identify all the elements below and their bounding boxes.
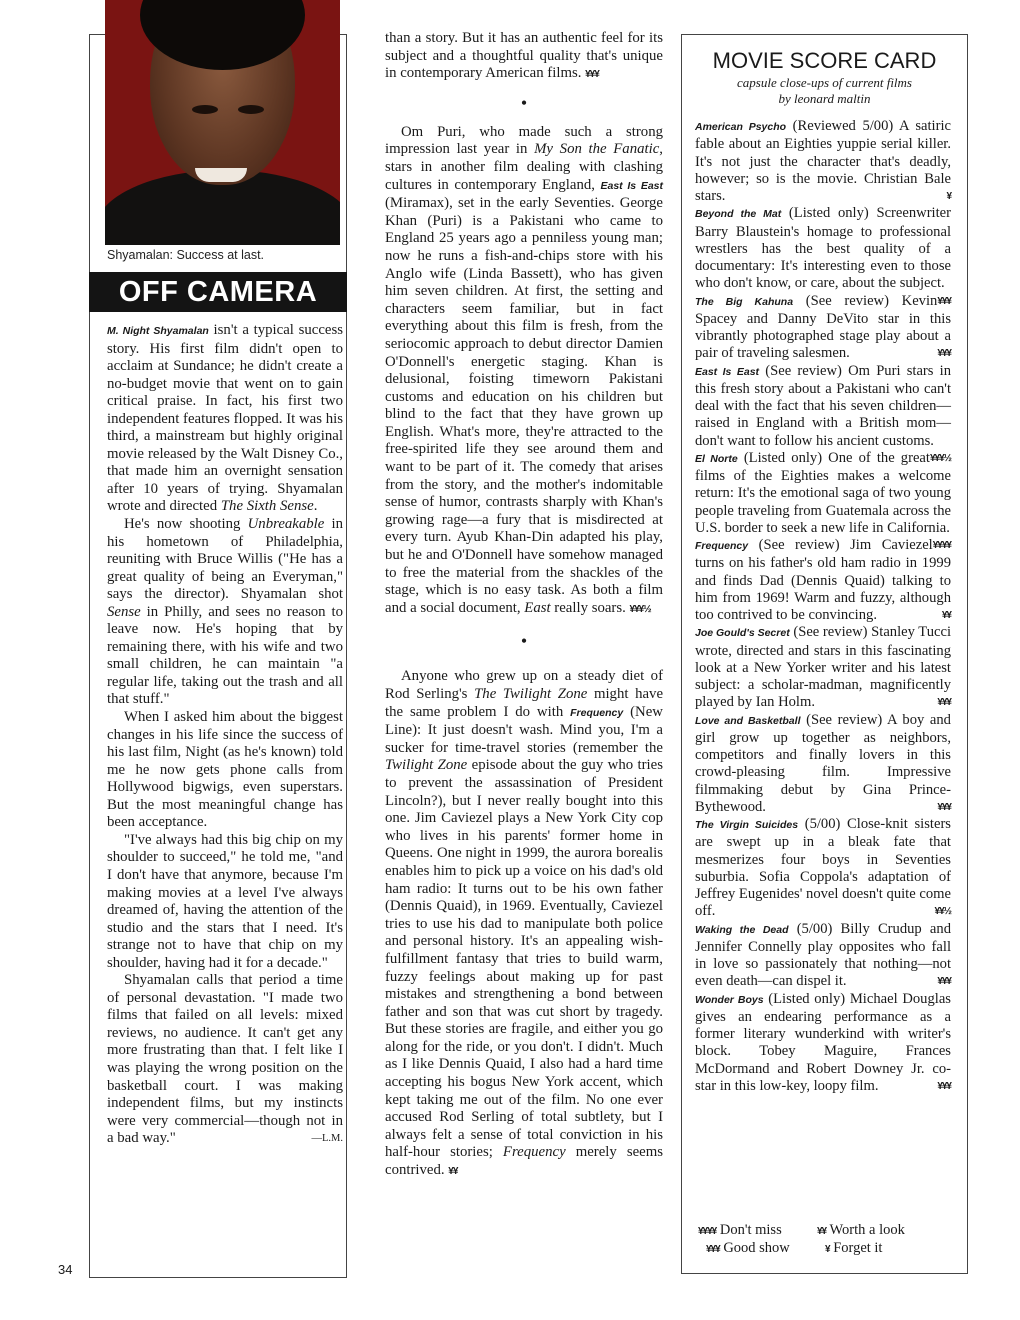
rating-icon: ¥ — [946, 191, 951, 202]
section-bullet: • — [520, 631, 528, 652]
legend-item: ¥¥¥¥ Don't miss — [698, 1222, 782, 1238]
article-paragraph: "I've always had this big chip on my shoulder to succeed," he told me, "and I don't have that anymore, because I'm making movies at a level I've always dreamed of, having the attention of the studio and the stars that I need. It's strange not to have that chip on my shoulder, having had it for a decade." — [107, 831, 343, 971]
rating-icon: ¥¥¥ — [937, 697, 951, 709]
director-photo — [105, 0, 340, 245]
article-paragraph: Om Puri, who made such a strong impression last year in My Son the Fanatic, stars in another film dealing with clashing cultures in contemporary England, East Is East (Miramax), set in the early Seventies. George Khan (Puri) is a Pakistani who came to England 25 years ago a penniless young man; now he runs a fish-and-chips store with his Anglo wife (Linda Bassett), who has given him seven children. At first, the setting and characters seem familiar, but in fact everything about this film is fresh, from the seriocomic approach to debut director Damien O'Donnell's energetic staging. Khan is delusional, foisting timeworn Pakistani customs and education on his children but blind to the fact that they have grown up English. What's more, they're attracted to the free-spirited life they see around them and want to be part of it. The comedy that arises from the story, and the mother's indomitable sense of humor, contrasts sharply with Khan's growing rage—a fury that is misdirected at every turn. Ayub Khan-Din adapted his play, but he and O'Donnell have somehow managed to free the material from the shackles of the stage, which is no easy task. As both a film and a social document, East really soars. ¥¥¥½ — [385, 123, 664, 616]
article-paragraph: M. Night Shyamalan isn't a typical success story. His first film didn't open to acclaim at Sundance; he didn't create a no-budget movie that went on to gain critical praise. In fact, his first two independent features flopped. It was his third, a mainstream but highly original movie released by the Walt Disney Co., that made him an overnight sensation after 10 years of trying. Shyamalan wrote and directed The Sixth Sense. — [107, 322, 343, 515]
score-card-entry: El Norte (Listed only) One of the great films of the Eighties makes a welcome return: It's the emotional saga of two young people traveling from Guatemala across the U.S. border to seek a new life in California. ¥¥¥¥ — [695, 450, 951, 537]
rating-icon: ¥ — [825, 1244, 830, 1255]
rating-icon: ¥¥¥ — [937, 801, 951, 813]
rating-icon: ¥¥¥¥ — [932, 540, 951, 551]
score-card-entry: East Is East (See review) Om Puri stars in this fresh story about a Pakistani who can't deal with the fact that his seven children—raised in England with a British mom—don't want to follow his ancient customs. ¥¥¥½ — [695, 363, 951, 450]
rating-icon: ¥¥¥ — [937, 348, 951, 360]
score-card-entry: American Psycho (Reviewed 5/00) A satiric fable about an Eighties yuppie serial killer. It's not just the character that's deadly, however; so is the movie. Christian Bale stars. ¥ — [695, 118, 951, 204]
legend-item: ¥ Forget it — [825, 1240, 883, 1256]
photo-caption: Shyamalan: Success at last. — [107, 248, 265, 262]
rating-icon: ¥¥¥½ — [929, 452, 951, 464]
score-card-entry: Waking the Dead (5/00) Billy Crudup and Jennifer Connelly play opposites who fall in love so passionately that nothing—not even death—can dispel it. ¥¥¥ — [695, 920, 951, 990]
rating-legend — [698, 1221, 958, 1257]
rating-icon: ¥¥¥ — [937, 295, 951, 307]
legend-item: ¥¥¥ Good show — [706, 1240, 790, 1256]
reviews-article — [385, 30, 663, 1181]
score-card-entry: Love and Basketball (See review) A boy and girl grow up together as neighbors, competitors and finally lovers in this crowd-pleasing film. Impressive filmmaking debut by Gina Prince-Bythewood. ¥¥¥ — [695, 711, 951, 815]
score-card-list — [695, 118, 951, 1095]
score-card-title: MOVIE SCORE CARD — [712, 48, 937, 73]
score-card-entry: Frequency (See review) Jim Caviezel turns on his father's old ham radio in 1999 and finds Dad (Dennis Quaid) talking to him from 1969! Warm and fuzzy, although too contrived to be convincing. ¥¥ — [695, 537, 951, 623]
score-card-entry: The Big Kahuna (See review) Kevin Spacey and Danny DeVito star in this vibrantly photographed stage play about a pair of traveling salesmen. ¥¥¥ — [695, 292, 951, 362]
rating-icon: ¥¥¥¥ — [698, 1226, 717, 1237]
score-card-byline: by leonard maltin — [778, 91, 871, 106]
rating-icon: ¥¥½ — [934, 906, 951, 918]
score-card-subtitle: capsule close-ups of current films — [737, 75, 912, 90]
article-kicker: M. Night Shyamalan — [107, 325, 209, 337]
off-camera-article — [107, 322, 343, 1148]
page-number: 34 — [58, 1262, 73, 1277]
score-card-entry: The Virgin Suicides (5/00) Close-knit sisters are swept up in a bleak fate that mesmerizes four boys in Seventies suburbia. Sofia Coppola's adaptation of Jeffrey Eugenides' novel doesn't quite come off. ¥¥½ — [695, 816, 951, 920]
rating-icon: ¥¥ — [448, 1166, 458, 1178]
rating-icon: ¥¥¥ — [937, 976, 951, 988]
article-paragraph: When I asked him about the biggest changes in his life since the success of his last film, Night (as he's known) told me he now gets phone calls from Hollywood bigwigs, even superstars. But the most meaningful change has been acceptance. — [107, 709, 343, 831]
legend-item: ¥¥ Worth a look — [817, 1222, 905, 1238]
article-paragraph: He's now shooting Unbreakable in his hometown of Philadelphia, reuniting with Bruce Willis ("He has a great quality of being an Everyman," says the director). Shyamalan shot Sense in Philly, and sees no reason to leave now. He's hoping that by remaining there, with his wife and two small children, he can maintain "a regular life, taking out the trash and all that stuff." — [107, 516, 343, 708]
article-paragraph: than a story. But it has an authentic feel for its subject and a thoughtful quality that's unique in contemporary American films. ¥¥¥ — [385, 30, 663, 82]
rating-icon: ¥¥ — [817, 1226, 827, 1237]
rating-icon: ¥¥¥ — [585, 69, 599, 81]
section-banner: OFF CAMERA — [89, 272, 347, 312]
rating-icon: ¥¥¥ — [706, 1244, 720, 1255]
author-signature: —L.M. — [311, 1133, 343, 1145]
article-paragraph: Anyone who grew up on a steady diet of Rod Serling's The Twilight Zone might have the same problem I do with Frequency (New Line): It just doesn't wash. Mind you, I'm a sucker for time-travel stories (remember the Twilight Zone episode about the guy who tries to prevent the assassination of President Lincoln?), but I never really bought into this one. Jim Caviezel plays a New York City cop who lives in his parents' former home in Queens. One night in 1999, the aurora borealis enables him to pick up a voice on his dad's old ham radio: It turns out to be his own father (Dennis Quaid), in 1969. Eventually, Caviezel tries to use his dad to manipulate both police and personal history. It's an appealing wish-fulfillment fantasy that tries to build warm, fuzzy feelings about making up for past mistakes and strengthening a bond between father and son that was cut short by tragedy. But these stories are fragile, and either you go along for the ride, or you don't. I didn't. Much as I like Dennis Quaid, I also had a hard time accepting his bogus New York accent, which kept taking me out of the film. No one ever accused Rod Serling of total subtlety, but I always felt a sense of total conviction in his half-hour stories; Frequency merely seems contrived. ¥¥ — [385, 668, 664, 1179]
rating-icon: ¥¥¥ — [937, 1080, 951, 1092]
rating-icon: ¥¥ — [941, 610, 951, 621]
rating-icon: ¥¥¥½ — [629, 603, 651, 615]
section-bullet: • — [520, 92, 528, 113]
score-card-entry: Joe Gould's Secret (See review) Stanley Tucci wrote, directed and stars in this fascinating look at a New Yorker writer and his latest subject: a scholar-madman, magnificently played by Ian Holm. ¥¥¥ — [695, 624, 952, 711]
article-paragraph: Shyamalan calls that period a time of personal devastation. "I made two films that failed on all levels: mixed reviews, no audience. It can't get any more frustrating than that. I felt like I was playing the wrong position on the basketball court. I was making independent films, but my instincts were very commercial—though not in a bad way." —L.M. — [107, 972, 343, 1147]
score-card-entry: Wonder Boys (Listed only) Michael Douglas gives an endearing performance as a former literary wunderkind with writer's block. Tobey Maguire, Frances McDormand and Robert Downey Jr. co-star in this low-key, loopy film. ¥¥¥ — [695, 990, 951, 1094]
score-card-entry: Beyond the Mat (Listed only) Screenwriter Barry Blaustein's homage to professional wrestlers has the best quality of a documentary: It's interesting even to those who don't know, or care, about the subject. ¥¥¥ — [695, 205, 951, 292]
